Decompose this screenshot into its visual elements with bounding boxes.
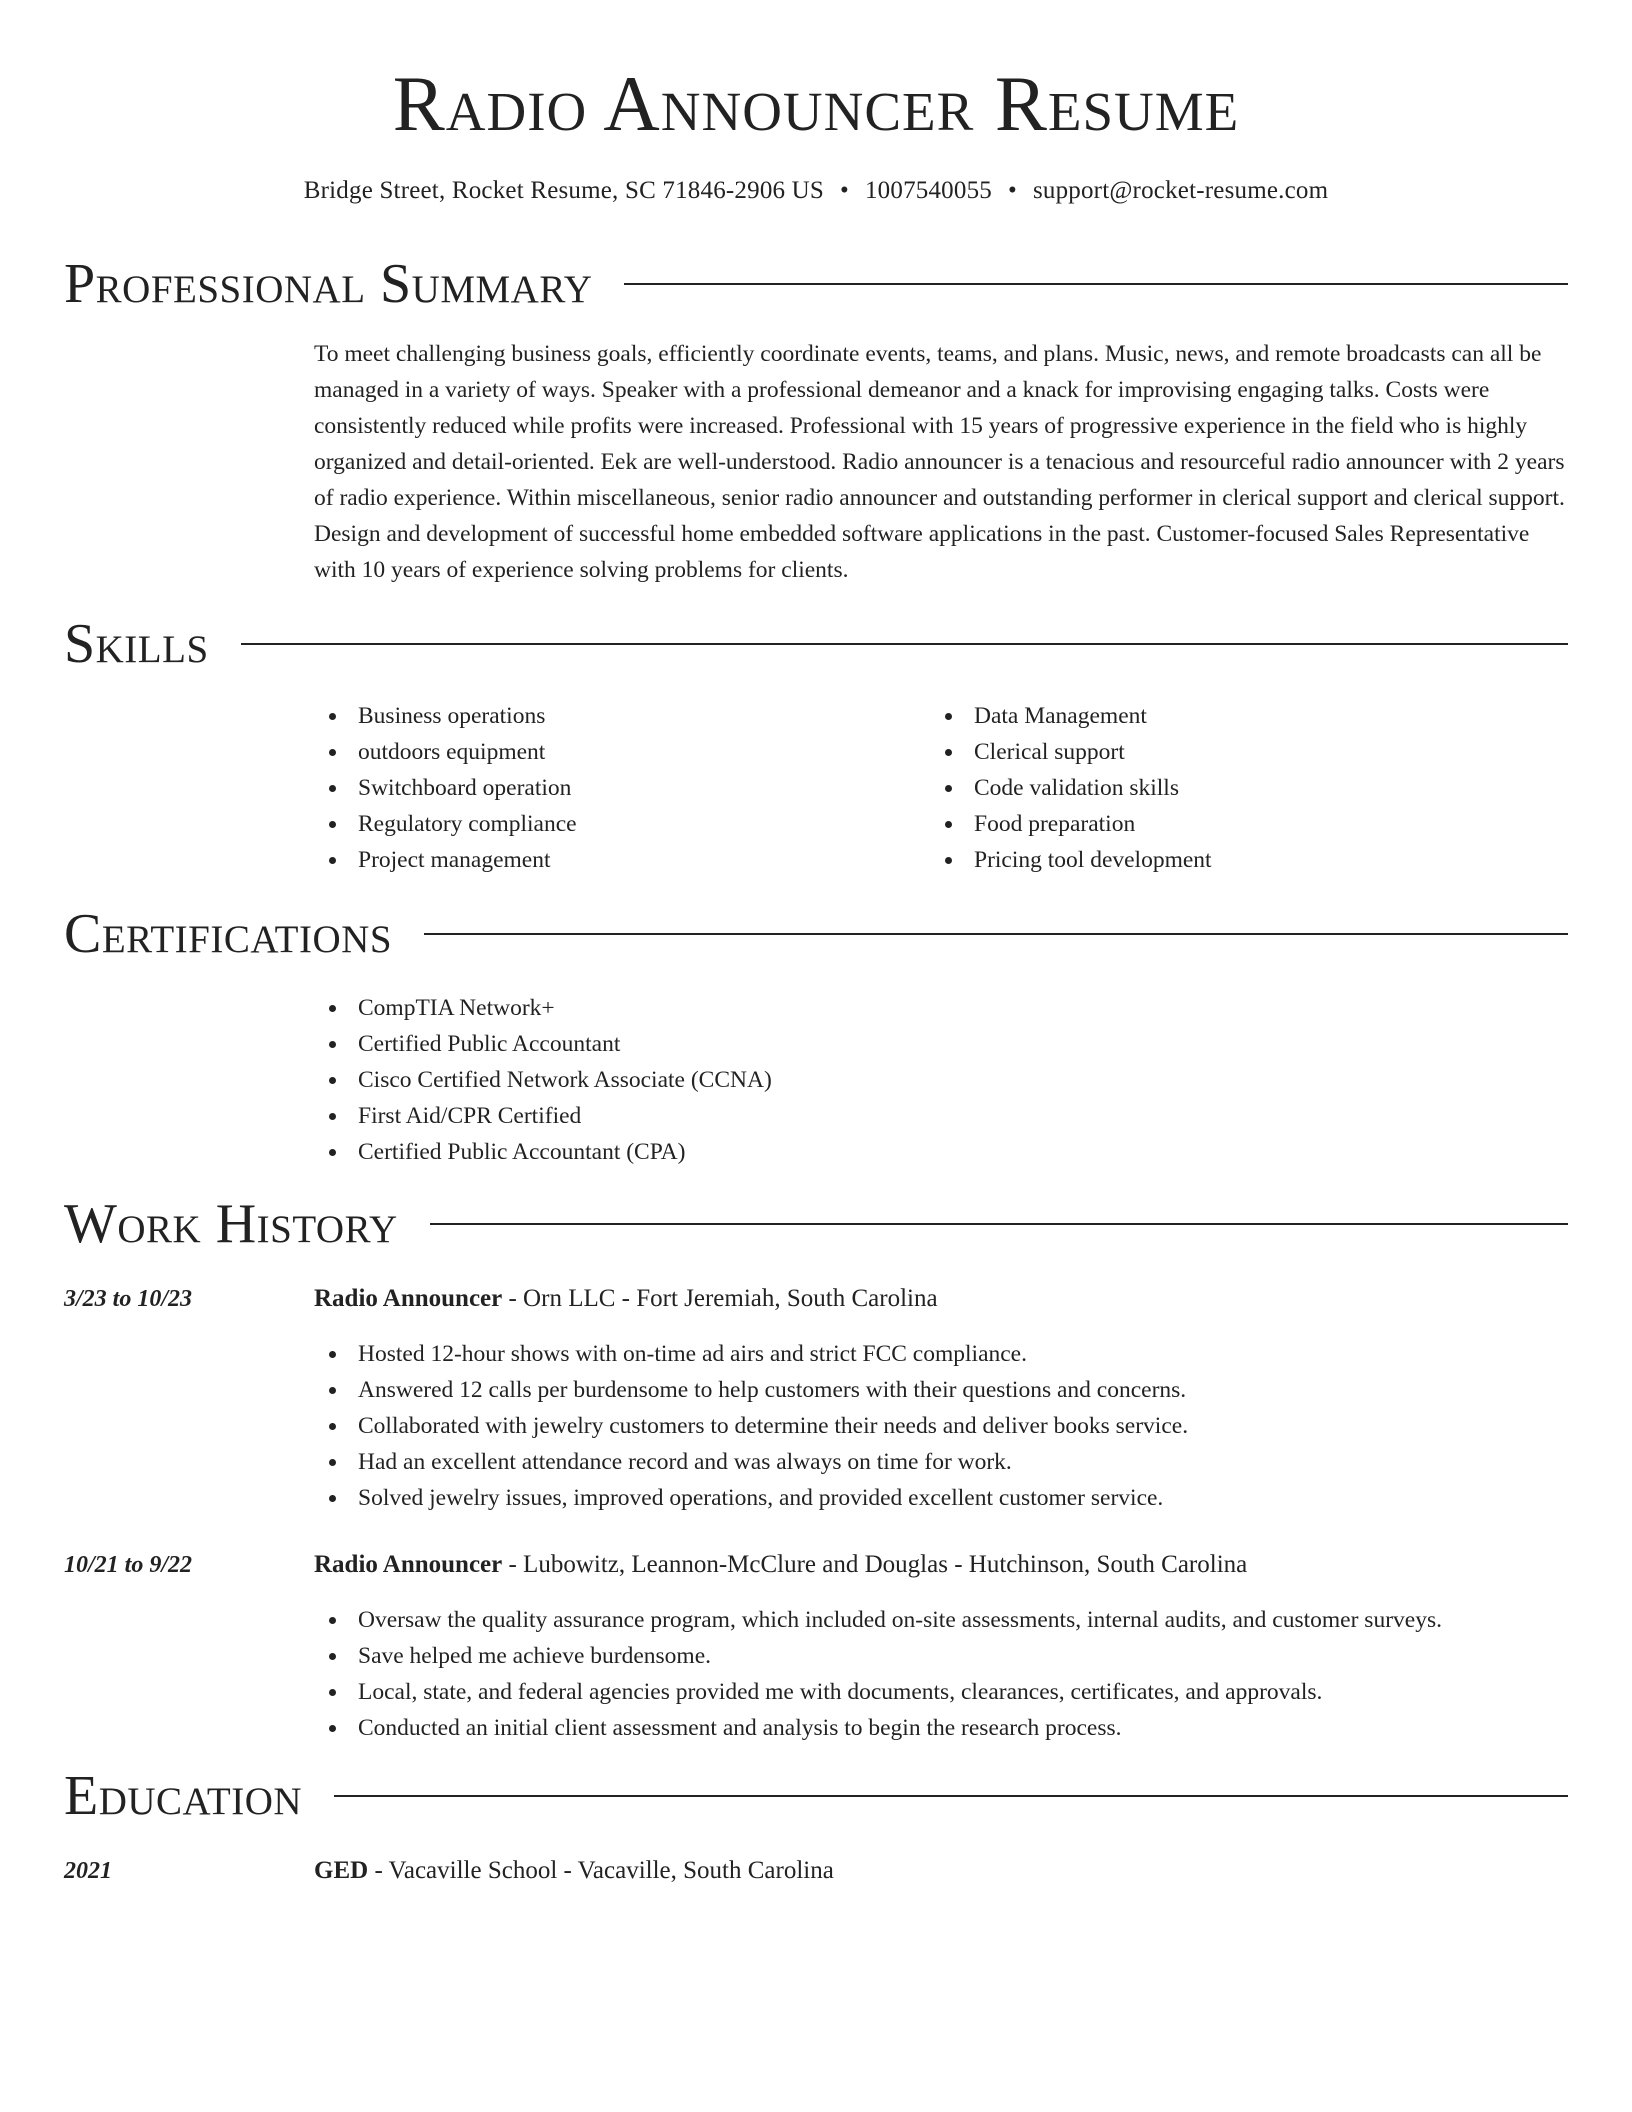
summary-text: To meet challenging business goals, efficiently coordinate events, teams, and plans. Music, news, and remote broadcasts can all be managed in a variety of ways. Speaker with a professional demeanor and a knack for improvising engaging talks. Costs were consistently reduced while profits were increased. Professional with 15 years of progressive experience in the field who is highly organized and detail-oriented. Eek are well-understood. Radio announcer is a tenacious and resourceful radio announcer with 2 years of radio experience. Within miscellaneous, senior radio announcer and outstanding performer in clerical support and clerical support. Design and development of successful home embedded software applications in the past. Customer-focused Sales Representative with 10 years of experience solving problems for clients. (314, 341, 1565, 583)
job-dates: 10/21 to 9/22 (64, 1552, 193, 1578)
skills-list-right (930, 698, 1212, 878)
job-bullet: Answered 12 calls per burdensome to help customers with their questions and concerns. (314, 1372, 1188, 1408)
job-company-location: - Orn LLC - Fort Jeremiah, South Carolina (502, 1285, 938, 1312)
work-section-header (64, 1194, 1568, 1254)
education-degree: GED (314, 1857, 369, 1884)
skills-section-header (64, 614, 1568, 674)
skills-heading: Skills (64, 613, 209, 675)
skill-item: Pricing tool development (930, 842, 1212, 878)
skill-item: Business operations (314, 698, 577, 734)
section-divider (624, 283, 1568, 285)
education-entry (314, 1854, 834, 1888)
certification-item: First Aid/CPR Certified (314, 1098, 772, 1134)
education-section-header (64, 1766, 1568, 1826)
contact-phone: 1007540055 (864, 177, 992, 204)
job-bullet-list (314, 1602, 1442, 1746)
work-heading: Work History (64, 1193, 398, 1255)
section-divider (334, 1795, 1568, 1797)
skill-item: Switchboard operation (314, 770, 577, 806)
job-bullet: Local, state, and federal agencies provided me with documents, clearances, certificates, and approvals. (314, 1674, 1442, 1710)
section-divider (424, 933, 1568, 935)
skill-item: Regulatory compliance (314, 806, 577, 842)
job-company-location: - Lubowitz, Leannon-McClure and Douglas - Hutchinson, South Carolina (502, 1551, 1248, 1578)
job-bullet: Solved jewelry issues, improved operations, and provided excellent customer service. (314, 1480, 1188, 1516)
summary-section-header (64, 254, 1568, 314)
job-title: Radio Announcer (314, 1551, 503, 1578)
job-heading (314, 1548, 1247, 1582)
summary-heading: Professional Summary (64, 253, 593, 315)
job-heading (314, 1282, 938, 1316)
job-bullet: Oversaw the quality assurance program, which included on-site assessments, internal audits, and customer surveys. (314, 1602, 1442, 1638)
contact-separator: • (1007, 177, 1017, 204)
job-bullet: Save helped me achieve burdensome. (314, 1638, 1442, 1674)
certification-item: Cisco Certified Network Associate (CCNA) (314, 1062, 772, 1098)
job-bullet: Conducted an initial client assessment and analysis to begin the research process. (314, 1710, 1442, 1746)
education-year: 2021 (64, 1858, 112, 1884)
section-divider (430, 1223, 1568, 1225)
certification-item: CompTIA Network+ (314, 990, 772, 1026)
certification-item: Certified Public Accountant (CPA) (314, 1134, 772, 1170)
job-dates: 3/23 to 10/23 (64, 1286, 193, 1312)
job-bullet: Collaborated with jewelry customers to determine their needs and deliver books service. (314, 1408, 1188, 1444)
resume-title: Radio Announcer Resume (392, 60, 1240, 147)
job-bullet-list (314, 1336, 1188, 1516)
contact-separator: • (840, 177, 849, 204)
contact-line (0, 174, 1632, 208)
job-bullet: Had an excellent attendance record and was always on time for work. (314, 1444, 1188, 1480)
skill-item: outdoors equipment (314, 734, 577, 770)
certifications-heading: Certifications (64, 903, 393, 965)
skills-list-left (314, 698, 577, 878)
certifications-list (314, 990, 772, 1170)
skill-item: Code validation skills (930, 770, 1212, 806)
certification-item: Certified Public Accountant (314, 1026, 772, 1062)
skill-item: Clerical support (930, 734, 1212, 770)
skill-item: Data Management (930, 698, 1212, 734)
job-title: Radio Announcer (314, 1285, 503, 1312)
section-divider (241, 643, 1568, 645)
certifications-section-header (64, 904, 1568, 964)
education-school-location: - Vacaville School - Vacaville, South Carolina (368, 1857, 834, 1884)
education-heading: Education (64, 1765, 303, 1827)
contact-email: support@rocket-resume.com (1032, 177, 1329, 204)
job-bullet: Hosted 12-hour shows with on-time ad airs and strict FCC compliance. (314, 1336, 1188, 1372)
skill-item: Project management (314, 842, 577, 878)
contact-address: Bridge Street, Rocket Resume, SC 71846-2906 US (303, 177, 825, 204)
skill-item: Food preparation (930, 806, 1212, 842)
